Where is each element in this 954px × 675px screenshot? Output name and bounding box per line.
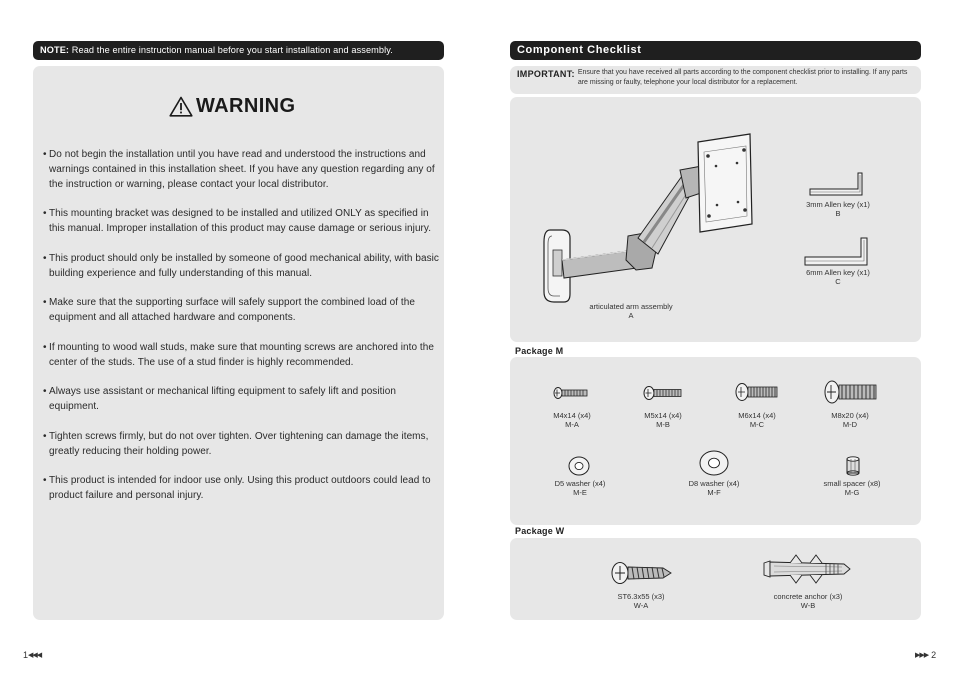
package-w-panel: [510, 538, 921, 620]
warning-title: WARNING: [196, 95, 296, 117]
spacer-name: small spacer (x8): [823, 479, 881, 488]
screw-m4-code: M-A: [565, 420, 579, 429]
warning-item: • This product should only be installed by someone of good mechanical ability, with basic building experience and fully understanding of this manual.: [43, 252, 439, 282]
washer-d5-icon: [568, 456, 590, 476]
warning-item: • If mounting to wood wall studs, make sure that mounting screws are anchored into the center of the studs. The use of a stud finder is highly recommended.: [43, 341, 439, 371]
screw-m6-icon: [735, 382, 779, 402]
screw-m5-name: M5x14 (x4): [644, 411, 682, 420]
allen-key-6mm-illustration: [803, 237, 873, 269]
allen-key-3mm-caption: [806, 200, 870, 218]
washer-d5-name: D5 washer (x4): [554, 479, 606, 488]
washer-d5-caption: [555, 479, 606, 497]
allen-key-6mm-caption: [806, 268, 870, 286]
screw-m4-caption: [553, 411, 591, 429]
screw-m6-code: M-C: [749, 420, 765, 429]
important-label: IMPORTANT:: [517, 69, 575, 79]
spacer-icon: [844, 456, 862, 476]
package-w-title: Package W: [515, 526, 565, 536]
checklist-title: Component Checklist: [510, 41, 921, 60]
screw-m8-code: M-D: [842, 420, 858, 429]
allen-key-6mm-code: C: [835, 277, 841, 286]
screw-m8-name: M8x20 (x4): [831, 411, 869, 420]
concrete-anchor-caption: [774, 592, 843, 610]
concrete-anchor-icon: [760, 554, 854, 584]
important-notice: [517, 68, 917, 88]
page-number-left-value: 1: [23, 650, 29, 660]
concrete-anchor-code: W-B: [800, 601, 816, 610]
screw-m5-icon: [643, 385, 683, 401]
arm-code: A: [628, 311, 634, 320]
allen-key-3mm-code: B: [835, 209, 841, 218]
screw-m5-caption: [644, 411, 682, 429]
screw-m4-icon: [553, 386, 589, 400]
washer-d8-name: D8 washer (x4): [688, 479, 740, 488]
page-number-right: [915, 650, 936, 660]
left-arrows-icon: ◀◀◀: [28, 652, 42, 659]
wood-screw-code: W-A: [633, 601, 649, 610]
wood-screw-icon: [611, 561, 673, 585]
important-body: Ensure that you have received all parts according to the component checklist prior to installing. If any parts are missing or faulty, telephone your local distributor for a replacement.: [577, 69, 908, 86]
note-text: Read the entire instruction manual before you start installation and assembly.: [71, 45, 393, 55]
package-m-title: Package M: [515, 346, 564, 356]
warning-item: • Always use assistant or mechanical lifting equipment to safely lift and position equipment.: [43, 385, 439, 415]
allen-key-3mm-name: 3mm Allen key (x1): [806, 200, 870, 209]
warning-item: • This product is intended for indoor use only. Using this product outdoors could lead to product failure and personal injury.: [43, 474, 439, 504]
allen-key-3mm-illustration: [808, 171, 866, 199]
warning-triangle-icon: [169, 96, 193, 117]
note-label: NOTE:: [40, 45, 70, 55]
screw-m5-code: M-B: [656, 420, 670, 429]
warning-list: [43, 148, 439, 519]
allen-key-6mm-name: 6mm Allen key (x1): [806, 268, 870, 277]
note-bar: [33, 41, 444, 60]
arm-caption: [589, 302, 672, 320]
screw-m8-icon: [824, 379, 878, 405]
screw-m6-name: M6x14 (x4): [738, 411, 776, 420]
washer-d8-caption: [689, 479, 740, 497]
articulated-arm-illustration: [540, 132, 755, 304]
warning-heading: [169, 95, 295, 118]
spacer-caption: [823, 479, 880, 497]
screw-m6-caption: [738, 411, 776, 429]
spacer-code: M-G: [844, 488, 860, 497]
warning-item: • This mounting bracket was designed to be installed and utilized ONLY as specified in this manual. Improper installation of this product may cause damage or serious injury.: [43, 207, 439, 237]
arm-name: articulated arm assembly: [589, 302, 673, 311]
warning-item: • Do not begin the installation until you have read and understood the instructions and warnings contained in this installation sheet. If you have any question regarding any of the instruction or warning, please contact your local distributor.: [43, 148, 439, 192]
page-number-right-value: 2: [931, 650, 937, 660]
warning-item: • Tighten screws firmly, but do not over tighten. Over tightening can damage the items, greatly reducing their holding power.: [43, 430, 439, 460]
page-number-left: [23, 650, 41, 660]
wood-screw-name: ST6.3x55 (x3): [617, 592, 665, 601]
screw-m8-caption: [831, 411, 869, 429]
concrete-anchor-name: concrete anchor (x3): [773, 592, 843, 601]
screw-m4-name: M4x14 (x4): [553, 411, 591, 420]
warning-item: • Make sure that the supporting surface will safely support the combined load of the equipment and all attached hardware and components.: [43, 296, 439, 326]
washer-d8-code: M-F: [707, 488, 721, 497]
washer-d5-code: M-E: [573, 488, 587, 497]
wood-screw-caption: [617, 592, 664, 610]
washer-d8-icon: [699, 450, 729, 476]
right-arrows-icon: ▶▶▶: [915, 652, 929, 659]
